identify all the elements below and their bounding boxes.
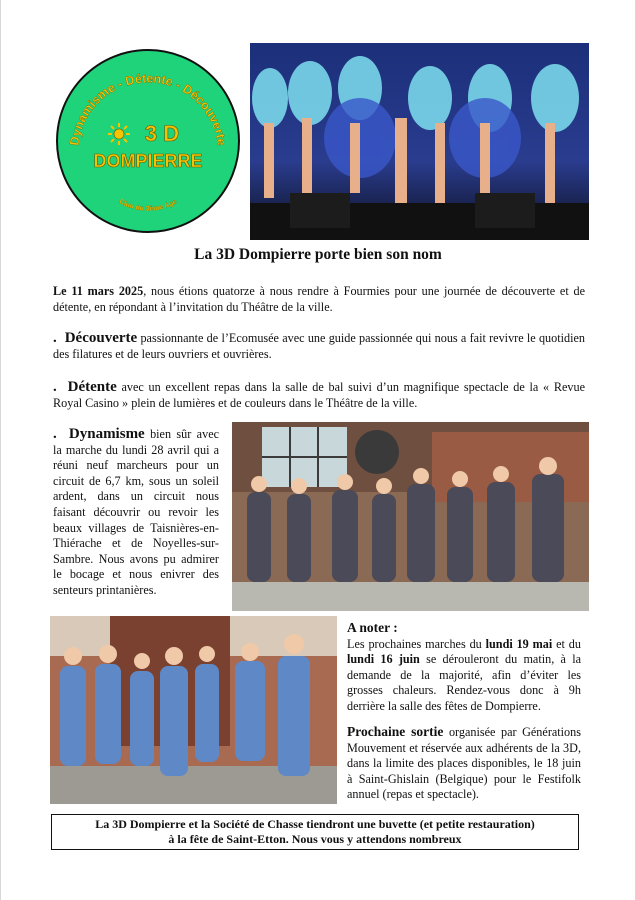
intro-text: , nous étions quatorze à nous rendre à Fourmies pour une journée de découverte et de détente, en répondant à l’invitation du Théâtre de la ville.	[53, 284, 586, 314]
a-noter-text-1: Les prochaines marches du	[347, 636, 486, 651]
decouverte-text: passionnante de l’Ecomusée avec une guide passionnée qui nous a fait revivre le quotidien des filatures et de leurs ouvriers et ouvrières.	[53, 331, 586, 361]
buvette-line-2: à la fête de Saint-Etton. Nous vous y attendons nombreux	[168, 832, 462, 846]
a-noter-date-2: lundi 16 juin	[347, 652, 420, 667]
dynamisme-text: bien sûr avec la marche du lundi 28 avril qui a réuni neuf marcheurs pour un circuit de 6,7 km, sous un soleil ardent, dans un circuit nous faisant découvrir ou revoir les beaux villages de Taisnières-en-Thiérache et de Noyelles-sur-Sambre. Nous avons pu admirer le bocage et nous enivrer des senteurs printanières.	[53, 427, 220, 597]
detente-heading: Détente	[67, 379, 117, 395]
intro-date: Le 11 mars 2025	[53, 284, 144, 298]
article-title: La 3D Dompierre porte bien son nom	[194, 246, 442, 263]
club-logo	[56, 49, 240, 233]
prochaine-sortie-paragraph	[347, 724, 581, 803]
a-noter-text-3: se dérouleront du matin, à la demande de la majorité, afin d’éviter les grosses chaleurs. Rendez-vous donc à 9h derrière la salle des fêtes de Dompierre.	[347, 652, 581, 713]
buvette-line-1: La 3D Dompierre et la Société de Chasse tiendront une buvette (et petite restauration)	[95, 817, 535, 831]
dynamisme-paragraph: . Dynamisme bien sûr avec la marche du lundi 28 avril qui a réuni neuf marcheurs pour un circuit de 6,7 km, sous un soleil ardent, dans un circuit nous faisant découvrir ou revoir les beaux villages de Taisnières-en-Thiérache et de Noyelles-sur-Sambre. Nous avons pu admirer le bocage et nous enivrer des senteurs printanières.	[53, 426, 220, 597]
a-noter-paragraph	[347, 620, 581, 715]
prochaine-sortie-heading: Prochaine sortie	[347, 724, 444, 739]
a-noter-heading: A noter :	[347, 620, 398, 635]
svg-text:Club du 3ème Age	[118, 198, 178, 212]
dynamisme-heading: Dynamisme	[68, 426, 145, 442]
logo-town: DOMPIERRE	[93, 151, 203, 171]
detente-text: avec un excellent repas dans la salle de bal suivi d’un magnifique spectacle de la « Revue Royal Casino » plein de lumières et de couleurs dans le Théâtre de la ville.	[53, 380, 585, 410]
intro-paragraph	[53, 284, 585, 315]
logo-club-label: Club du 3ème Age	[117, 198, 179, 213]
logo-3d: 3 D	[144, 121, 180, 146]
museum-group-photo	[232, 422, 589, 611]
stage-show-photo	[250, 43, 589, 240]
a-noter-date-1: lundi 19 mai	[485, 636, 553, 651]
detente-paragraph: . Détente avec un excellent repas dans la salle de bal suivi d’un magnifique spectacle de la « Revue Royal Casino » plein de lumières et de couleurs dans le Théâtre de la ville.	[53, 379, 585, 410]
hikers-group-photo	[50, 616, 337, 804]
buvette-announcement-box	[51, 814, 579, 850]
decouverte-paragraph: . Découverte passionnante de l’Ecomusée avec une guide passionnée qui nous a fait revivre le quotidien des filatures et de leurs ouvriers et ouvrières.	[53, 330, 586, 361]
prochaine-sortie-text: organisée par Générations Mouvement et réservée aux adhérents de la 3D, dans la limite des places disponibles, le 18 juin à Saint-Ghislain (Belgique) pour le Festifolk annuel (repas et spectacle).	[347, 725, 581, 802]
decouverte-heading: Découverte	[64, 330, 138, 346]
logo-motto: Dynamisme - Détente - Découverte	[67, 71, 229, 147]
a-noter-text-2: et du	[552, 636, 581, 651]
